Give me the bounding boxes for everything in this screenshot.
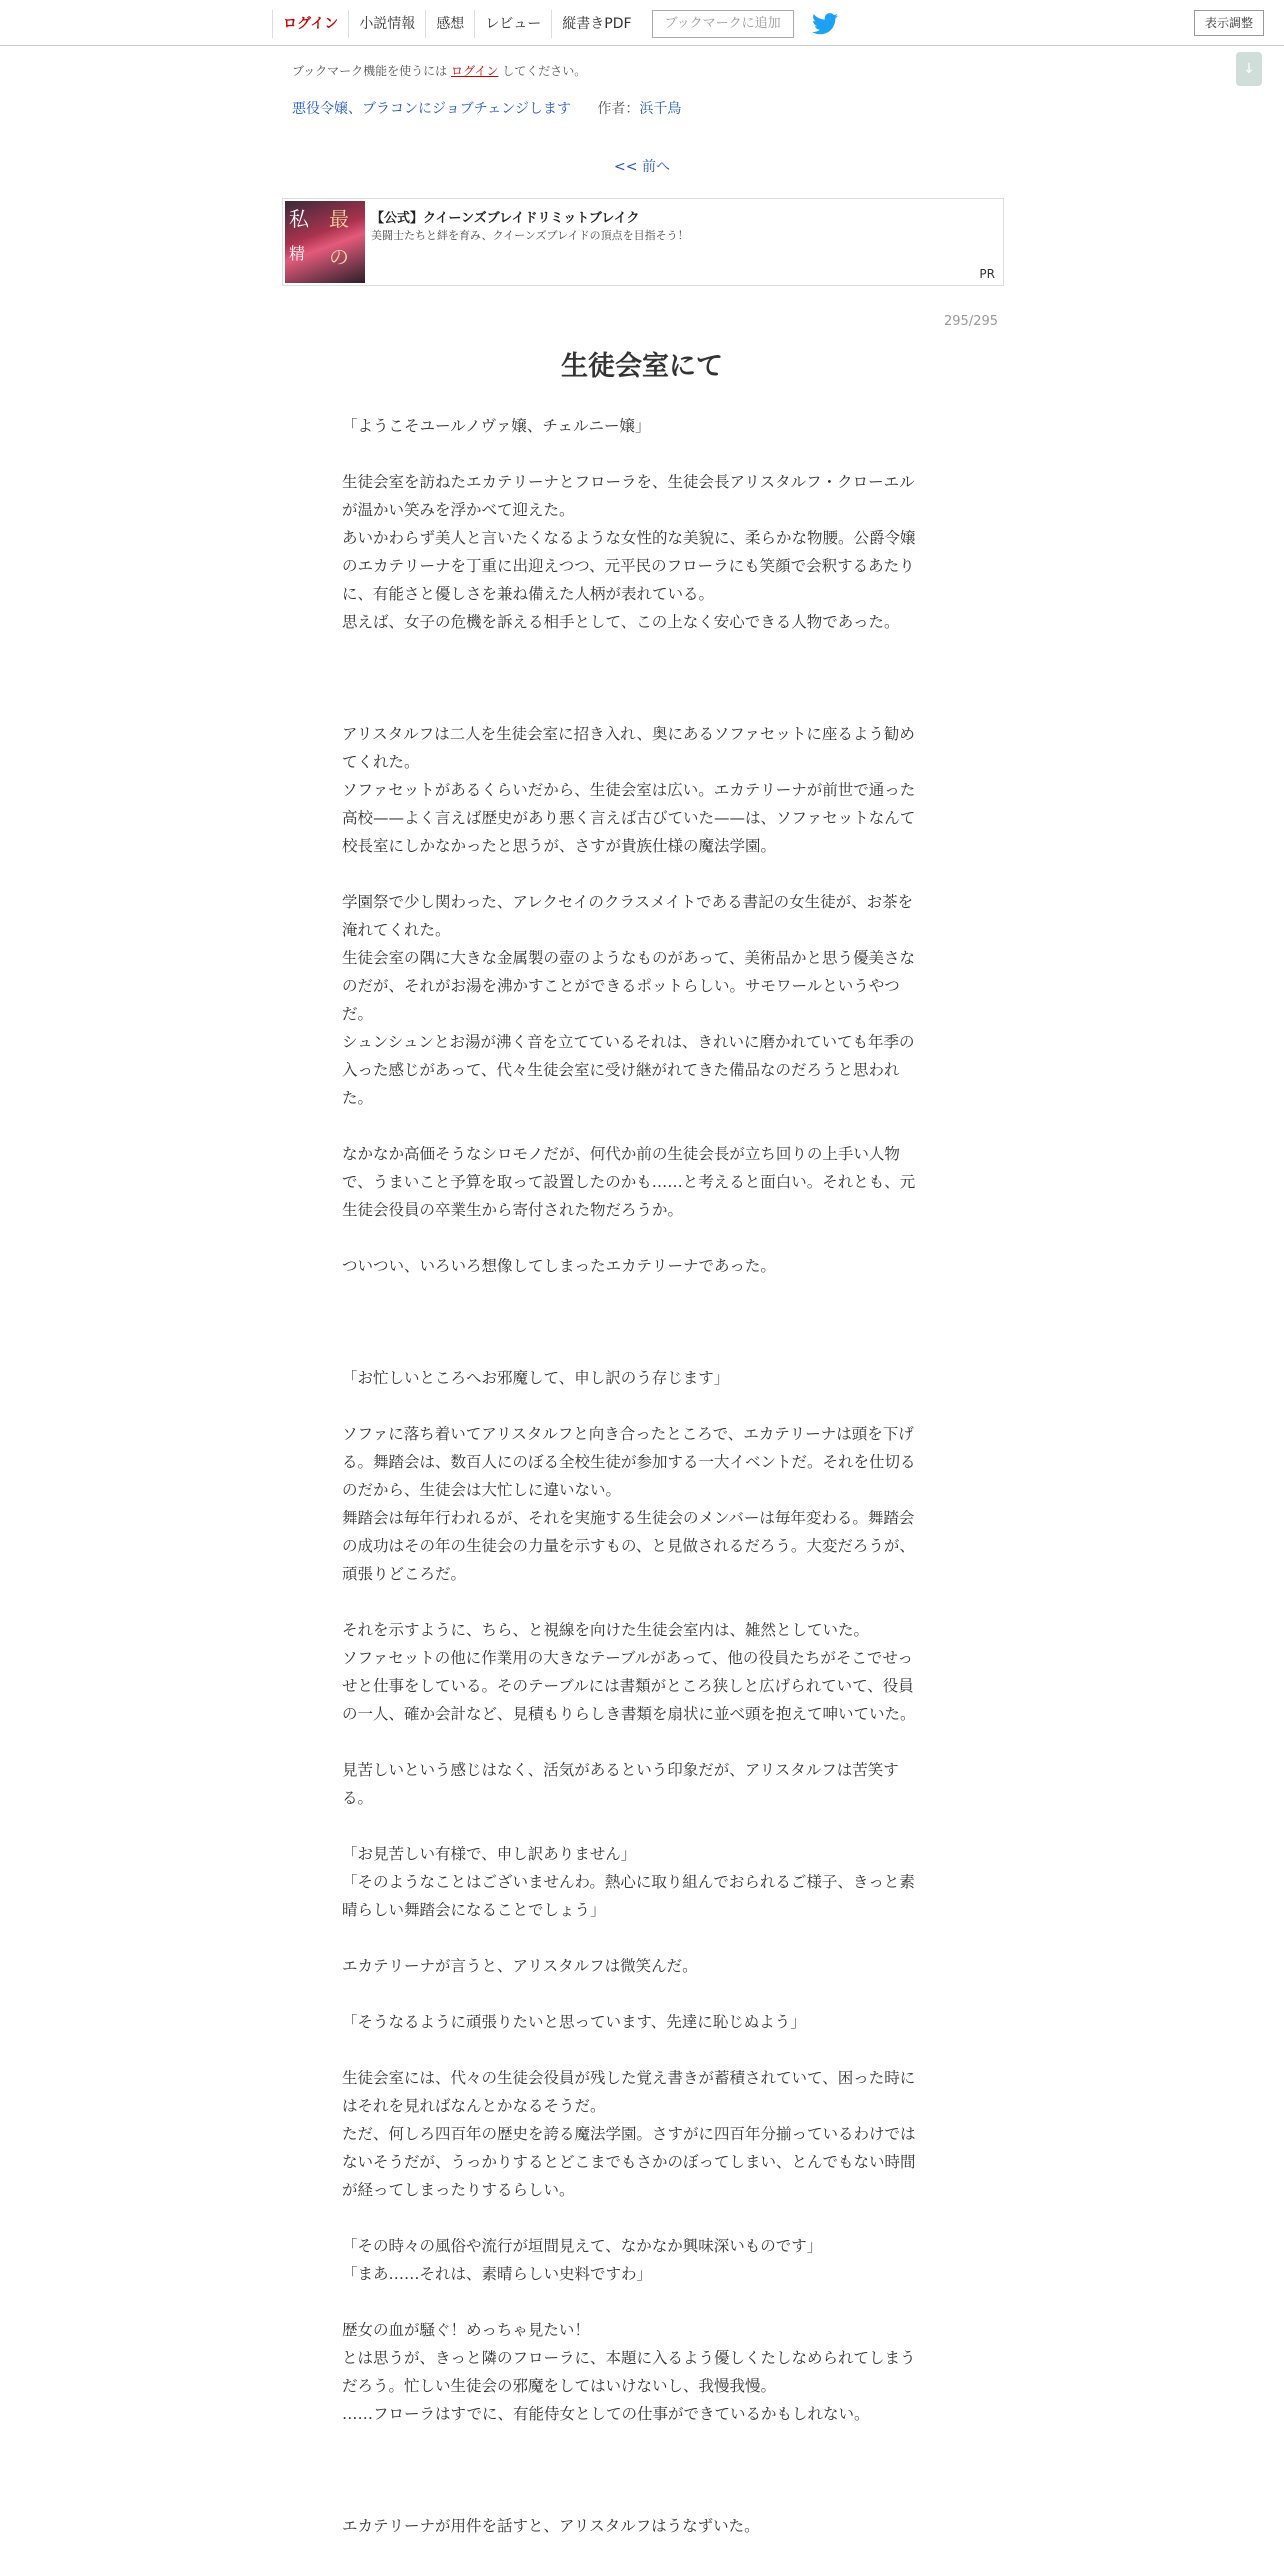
impressions-link[interactable]: 感想 <box>425 10 474 38</box>
bookmark-notice-suffix: してください。 <box>502 64 587 78</box>
body-line: ソファセットがあるくらいだから、生徒会室は広い。エカテリーナが前世で通った <box>342 781 916 799</box>
body-line: に、有能さと優しさを兼ね備えた人柄が表れている。 <box>342 585 715 603</box>
ad-title[interactable]: 【公式】クイーンズブレイドリミットブレイク <box>371 211 640 226</box>
body-line: の成功はその年の生徒会の力量を示すもの、と見做されるだろう。大変だろうが、 <box>342 1537 915 1555</box>
body-line: 歴女の血が騒ぐ！めっちゃ見たい！ <box>342 2321 590 2339</box>
body-line: 「お見苦しい有様で、申し訳ありません」 <box>342 1845 637 1863</box>
body-line: あいかわらず美人と言いたくなるような女性的な美貌に、柔らかな物腰。公爵令嬢 <box>342 529 916 547</box>
body-line: 「お忙しいところへお邪魔して、申し訳のう存じます」 <box>342 1369 730 1387</box>
body-line: 校長室にしかなかったと思うが、さすが貴族仕様の魔法学園。 <box>342 837 777 855</box>
body-line: のエカテリーナを丁重に出迎えつつ、元平民のフローラにも笑顔で会釈するあたり <box>342 557 915 575</box>
body-line: ソファセットの他に作業用の大きなテーブルがあって、他の役員たちがそこでせっ <box>342 1649 914 1667</box>
ad-pr-label: PR <box>979 267 995 281</box>
body-line: だろう。忙しい生徒会の邪魔をしてはいけないし、我慢我慢。 <box>342 2377 777 2395</box>
vertical-pdf-link[interactable]: 縦書きPDF <box>551 10 641 38</box>
body-line: 「まあ……それは、素晴らしい史料ですわ」 <box>342 2265 653 2283</box>
ad-thumb-char: 最 <box>329 207 349 231</box>
body-line: 学園祭で少し関わった、アレクセイのクラスメイトである書記の女生徒が、お茶を <box>342 893 914 911</box>
prev-page-link[interactable]: << 前へ <box>614 159 670 175</box>
main-nav <box>272 7 838 41</box>
body-line: なかなか高価そうなシロモノだが、何代か前の生徒会長が立ち回りの上手い人物 <box>342 1145 900 1163</box>
body-line: の一人、確か会計など、見積もりらしき書類を扇状に並べ頭を抱えて呻いていた。 <box>342 1705 916 1723</box>
login-link[interactable]: ログイン <box>272 10 348 38</box>
body-line: 見苦しいという感じはなく、活気があるという印象だが、アリスタルフは苦笑す <box>342 1761 899 1779</box>
ad-thumb-char: の <box>329 245 349 269</box>
body-line: ないそうだが、うっかりするとどこまでもさかのぼってしまい、とんでもない時間 <box>342 2153 916 2171</box>
author-label: 作者： <box>597 101 640 117</box>
novel-body <box>342 412 942 2540</box>
add-bookmark-button[interactable]: ブックマークに追加 <box>652 10 794 38</box>
chapter-title: 生徒会室にて <box>561 351 723 382</box>
page-count: 295/295 <box>944 314 999 329</box>
blank-line <box>342 2484 942 2512</box>
body-line: エカテリーナが言うと、アリスタルフは微笑んだ。 <box>342 1957 698 1975</box>
ad-description: 美闘士たちと絆を育み、クイーンズブレイドの頂点を目指そう！ <box>371 229 689 242</box>
blank-line <box>342 1812 942 1840</box>
novel-title-link[interactable]: 悪役令嬢、ブラコンにジョブチェンジします <box>292 101 571 117</box>
top-navigation-bar <box>0 0 1284 46</box>
body-line: ……フローラはすでに、有能侍女としての仕事ができているかもしれない。 <box>342 2405 870 2423</box>
bookmark-notice <box>292 62 586 79</box>
body-line: せと仕事をしている。そのテーブルには書類がところ狭しと広げられていて、役員 <box>342 1677 914 1695</box>
twitter-icon[interactable] <box>812 13 838 35</box>
blank-line <box>342 2036 942 2064</box>
body-line: で、うまいこと予算を取って設置したのかも……と考えると面白い。それとも、元 <box>342 1173 916 1191</box>
bookmark-login-link[interactable]: ログイン <box>451 64 499 78</box>
body-line: てくれた。 <box>342 753 420 771</box>
body-line: はそれを見ればなんとかなるそうだ。 <box>342 2097 606 2115</box>
body-line: だ。 <box>342 1005 374 1023</box>
body-line: 生徒会役員の卒業生から寄付された物だろうか。 <box>342 1201 684 1219</box>
body-line: 「ようこそユールノヴァ嬢、チェルニー嬢」 <box>342 417 651 435</box>
author-link[interactable]: 浜千鳥 <box>639 101 682 117</box>
ad-thumb-char: 私 <box>289 207 309 231</box>
body-line: ソファに落ち着いてアリスタルフと向き合ったところで、エカテリーナは頭を下げ <box>342 1425 914 1443</box>
body-line: シュンシュンとお湯が沸く音を立てているそれは、きれいに磨かれていても年季の <box>342 1033 915 1051</box>
blank-line <box>342 636 942 664</box>
blank-line <box>342 1224 942 1252</box>
body-line: 生徒会室には、代々の生徒会役員が残した覚え書きが蓄積されていて、困った時に <box>342 2069 916 2087</box>
review-link[interactable]: レビュー <box>474 10 551 38</box>
blank-line <box>342 1112 942 1140</box>
blank-line <box>342 1392 942 1420</box>
ad-thumb-char: 精 <box>289 244 306 263</box>
body-line: アリスタルフは二人を生徒会室に招き入れ、奥にあるソファセットに座るよう勧め <box>342 725 915 743</box>
blank-line <box>342 1980 942 2008</box>
blank-line <box>342 1924 942 1952</box>
body-line: 舞踏会は毎年行われるが、それを実施する生徒会のメンバーは毎年変わる。舞踏会 <box>342 1509 915 1527</box>
scroll-down-button[interactable]: ↓ <box>1236 52 1262 86</box>
body-line: 頑張りどころだ。 <box>342 1565 467 1583</box>
body-line: 入った感じがあって、代々生徒会室に受け継がれてきた備品なのだろうと思われ <box>342 1061 900 1079</box>
blank-line <box>342 2428 942 2456</box>
blank-line <box>342 2456 942 2484</box>
blank-line <box>342 2288 942 2316</box>
body-line: 高校——よく言えば歴史があり悪く言えば古びていた——は、ソファセットなんて <box>342 809 916 827</box>
blank-line <box>342 1336 942 1364</box>
body-line: 思えば、女子の危機を訴える相手として、この上なく安心できる人物であった。 <box>342 613 900 631</box>
body-line: が経ってしまったりするらしい。 <box>342 2181 575 2199</box>
blank-line <box>342 860 942 888</box>
ad-thumbnail[interactable] <box>285 201 365 283</box>
blank-line <box>342 2204 942 2232</box>
blank-line <box>342 664 942 692</box>
novel-info-link[interactable]: 小説情報 <box>348 10 425 38</box>
body-line: る。 <box>342 1789 374 1807</box>
body-line: ついつい、いろいろ想像してしまったエカテリーナであった。 <box>342 1257 776 1275</box>
body-line: のだが、それがお湯を沸かすことができるポットらしい。サモワールというやつ <box>342 977 900 995</box>
body-line: とは思うが、きっと隣のフローラに、本題に入るよう優しくたしなめられてしまう <box>342 2349 916 2367</box>
body-line: それを示すように、ちら、と視線を向けた生徒会室内は、雑然としていた。 <box>342 1621 870 1639</box>
body-line: 生徒会室を訪ねたエカテリーナとフローラを、生徒会長アリスタルフ・クローエル <box>342 473 915 491</box>
blank-line <box>342 1728 942 1756</box>
display-settings-button[interactable]: 表示調整 <box>1194 10 1264 36</box>
body-line: 「そのようなことはございませんわ。熱心に取り組んでおられるご様子、きっと素 <box>342 1873 915 1891</box>
blank-line <box>342 440 942 468</box>
body-line: ただ、何しろ四百年の歴史を誇る魔法学園。さすがに四百年分揃っているわけでは <box>342 2125 916 2143</box>
blank-line <box>342 1280 942 1308</box>
novel-info-line <box>292 98 681 118</box>
blank-line <box>342 1588 942 1616</box>
body-line: 「その時々の風俗や流行が垣間見えて、なかなか興味深いものです」 <box>342 2237 823 2255</box>
blank-line <box>342 692 942 720</box>
body-line: 「そうなるように頑張りたいと思っています、先達に恥じぬよう」 <box>342 2013 806 2031</box>
ad-banner[interactable] <box>282 198 1004 286</box>
body-line: る。舞踏会は、数百人にのぼる全校生徒が参加する一大イベントだ。それを仕切る <box>342 1453 916 1471</box>
body-line: 晴らしい舞踏会になることでしょう」 <box>342 1901 606 1919</box>
body-line: エカテリーナが用件を話すと、アリスタルフはうなずいた。 <box>342 2517 760 2535</box>
body-line: た。 <box>342 1089 374 1107</box>
body-line: のだから、生徒会は大忙しに違いない。 <box>342 1481 622 1499</box>
body-line: が温かい笑みを浮かべて迎えた。 <box>342 501 575 519</box>
body-line: 淹れてくれた。 <box>342 921 451 939</box>
blank-line <box>342 1308 942 1336</box>
bookmark-notice-prefix: ブックマーク機能を使うには <box>292 64 448 78</box>
body-line: 生徒会室の隅に大きな金属製の壺のようなものがあって、美術品かと思う優美さな <box>342 949 916 967</box>
